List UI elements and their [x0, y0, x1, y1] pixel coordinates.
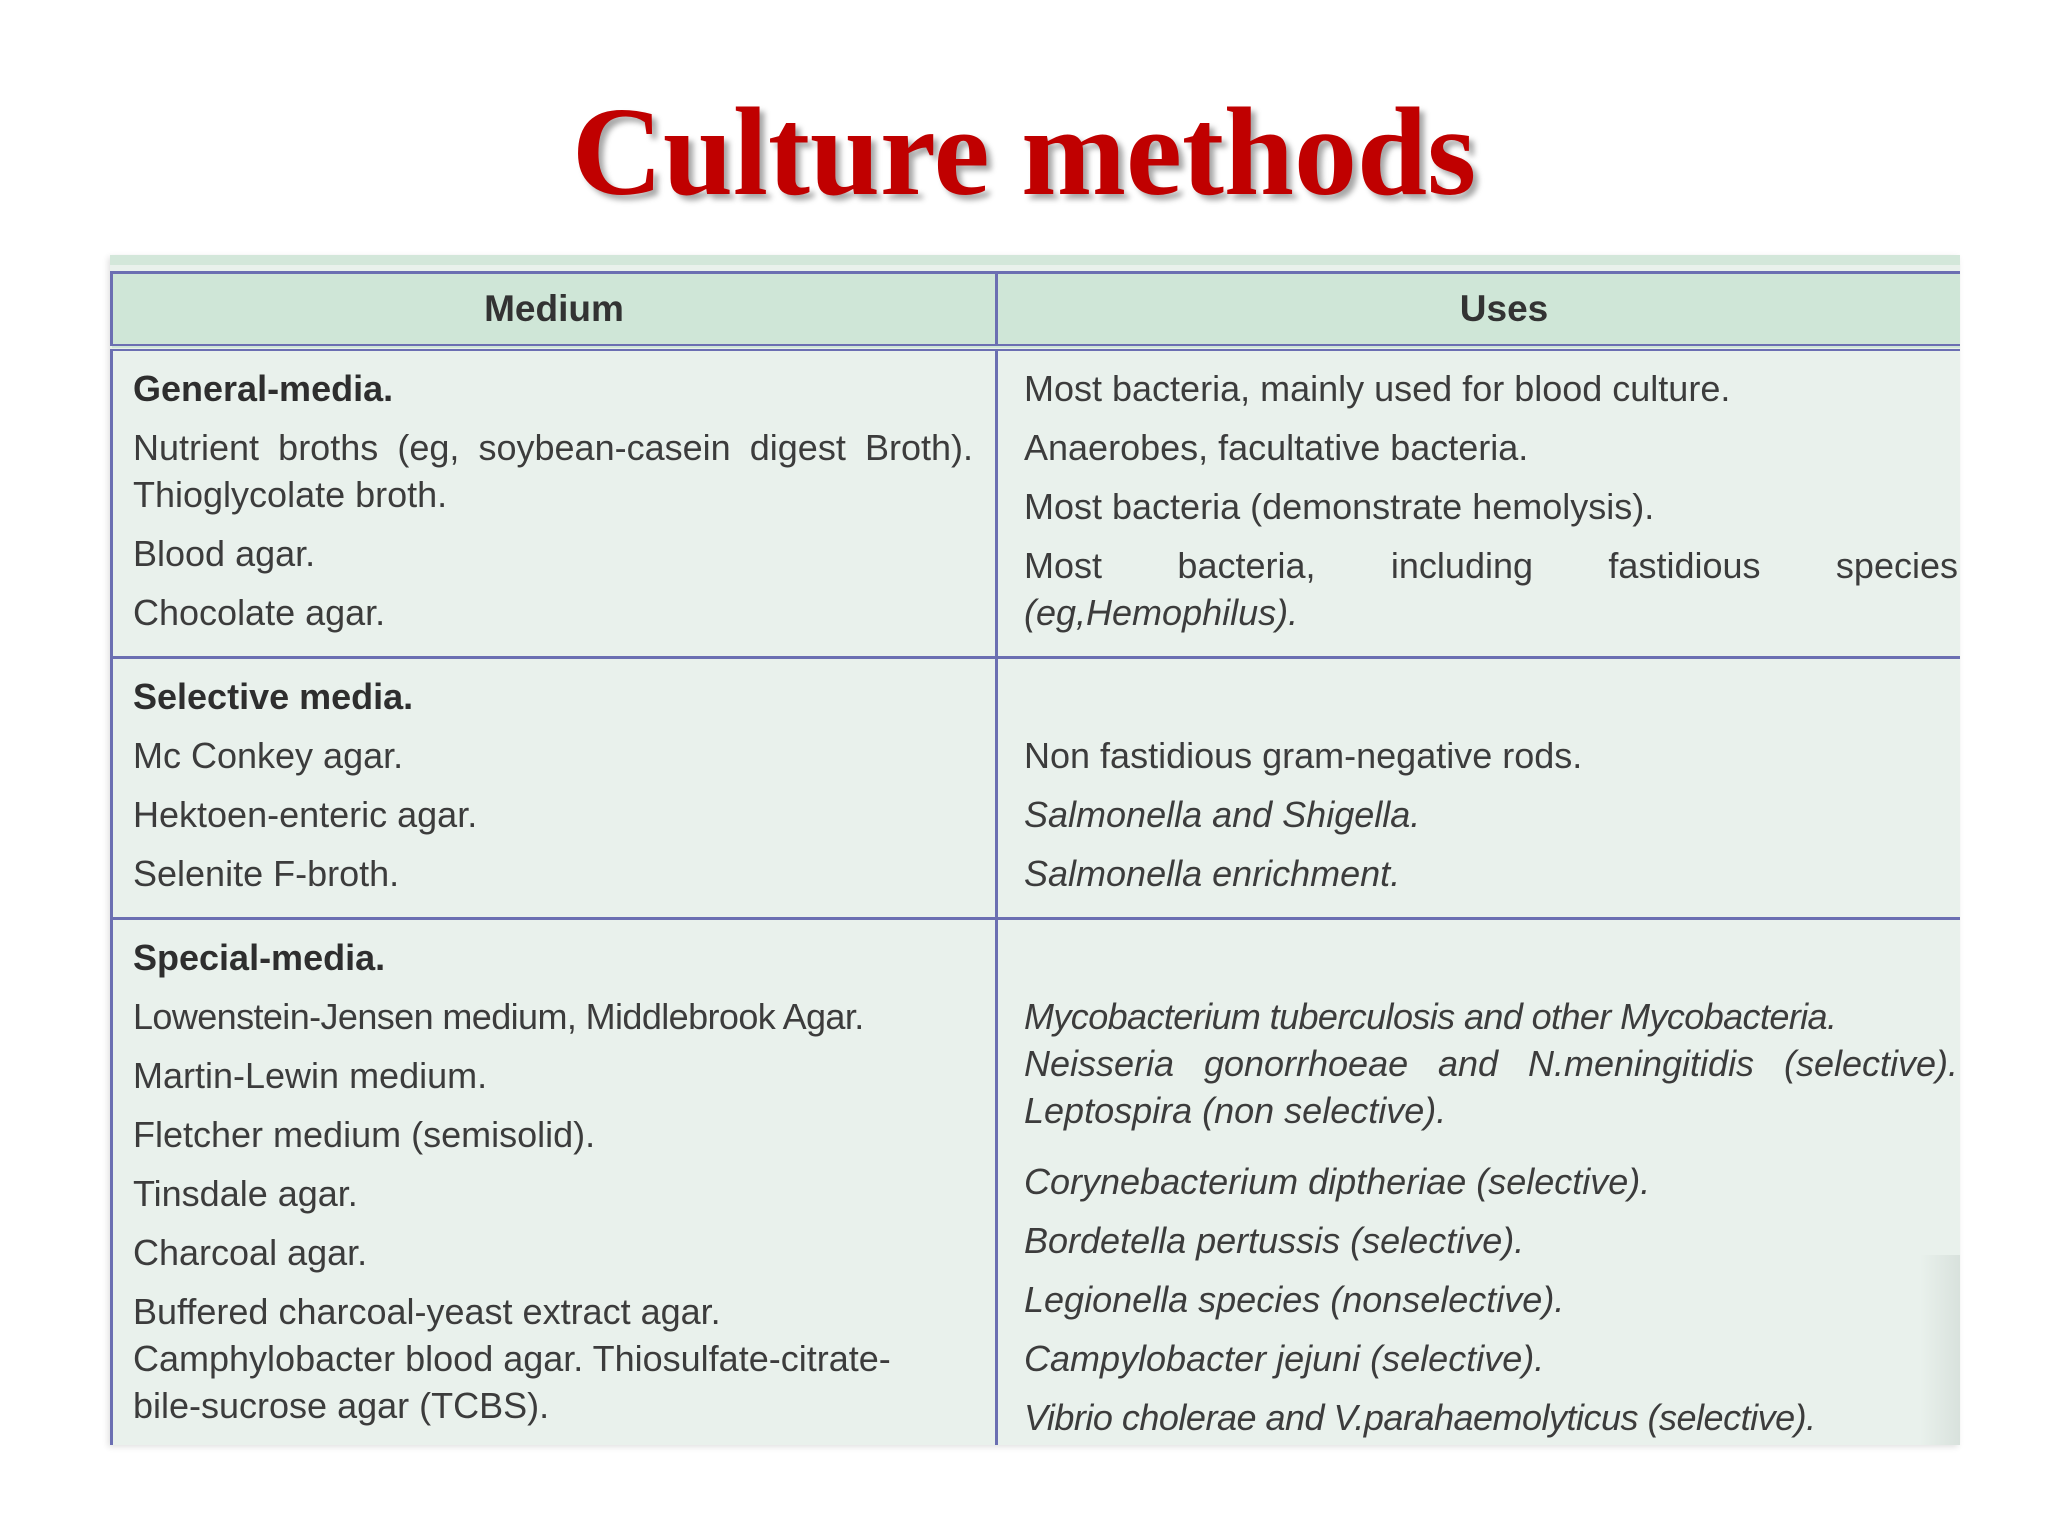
page-edge-shadow	[1920, 1255, 1960, 1445]
medium-cell	[112, 658, 997, 919]
culture-media-table	[110, 271, 1960, 1445]
use-item: Campylobacter jejuni (selective).	[1024, 1338, 1545, 1379]
medium-item: Nutrient broths (eg, soybean-casein digest Broth). Thioglycolate broth.	[133, 427, 973, 515]
use-item: Salmonella enrichment.	[1024, 853, 1401, 894]
table-header-row	[112, 273, 1961, 348]
use-item: Vibrio cholerae and V.parahaemolyticus (selective).	[1024, 1397, 1816, 1438]
medium-item: Tinsdale agar.	[133, 1173, 358, 1214]
use-item: Most bacteria, mainly used for blood culture.	[1024, 368, 1731, 409]
use-item: Non fastidious gram-negative rods.	[1024, 735, 1583, 776]
medium-item: Mc Conkey agar.	[133, 735, 404, 776]
medium-item: Lowenstein-Jensen medium, Middlebrook Agar.	[133, 996, 864, 1037]
medium-cell	[112, 348, 997, 658]
use-item: Anaerobes, facultative bacteria.	[1024, 427, 1529, 468]
use-item: Salmonella and Shigella.	[1024, 794, 1421, 835]
use-item: Corynebacterium diptheriae (selective).	[1024, 1161, 1651, 1202]
group-heading: Selective media.	[133, 676, 414, 717]
use-item: (eg,Hemophilus).	[1024, 592, 1299, 633]
medium-item: Fletcher medium (semisolid).	[133, 1114, 596, 1155]
uses-cell	[997, 348, 1961, 658]
table-row-general-media	[112, 348, 1961, 658]
use-item: Neisseria gonorrhoeae and N.meningitidis (selective). Leptospira (non selective).	[1024, 1043, 1958, 1131]
table-row-special-media	[112, 919, 1961, 1446]
medium-item: Blood agar.	[133, 533, 316, 574]
use-item: Bordetella pertussis (selective).	[1024, 1220, 1525, 1261]
culture-media-table-panel	[110, 255, 1960, 1445]
table-row-selective-media	[112, 658, 1961, 919]
uses-cell	[997, 658, 1961, 919]
use-item: Mycobacterium tuberculosis and other Mycobacteria.	[1024, 996, 1837, 1037]
group-heading: General-media.	[133, 368, 394, 409]
slide-title: Culture methods	[571, 83, 1477, 222]
use-item: Most bacteria, including fastidious species	[1024, 545, 1958, 586]
medium-item: Chocolate agar.	[133, 592, 386, 633]
medium-item: Buffered charcoal-yeast extract agar. Camphylobacter blood agar. Thiosulfate-citrate-bile-sucrose agar (TCBS).	[133, 1291, 891, 1426]
header-medium: Medium	[112, 273, 997, 348]
medium-item: Selenite F-broth.	[133, 853, 400, 894]
medium-item: Hektoen-enteric agar.	[133, 794, 478, 835]
group-heading: Special-media.	[133, 937, 386, 978]
medium-cell	[112, 919, 997, 1446]
medium-item: Martin-Lewin medium.	[133, 1055, 488, 1096]
header-uses: Uses	[997, 273, 1961, 348]
medium-item: Charcoal agar.	[133, 1232, 368, 1273]
use-item: Legionella species (nonselective).	[1024, 1279, 1565, 1320]
use-item: Most bacteria (demonstrate hemolysis).	[1024, 486, 1655, 527]
uses-cell	[997, 919, 1961, 1446]
